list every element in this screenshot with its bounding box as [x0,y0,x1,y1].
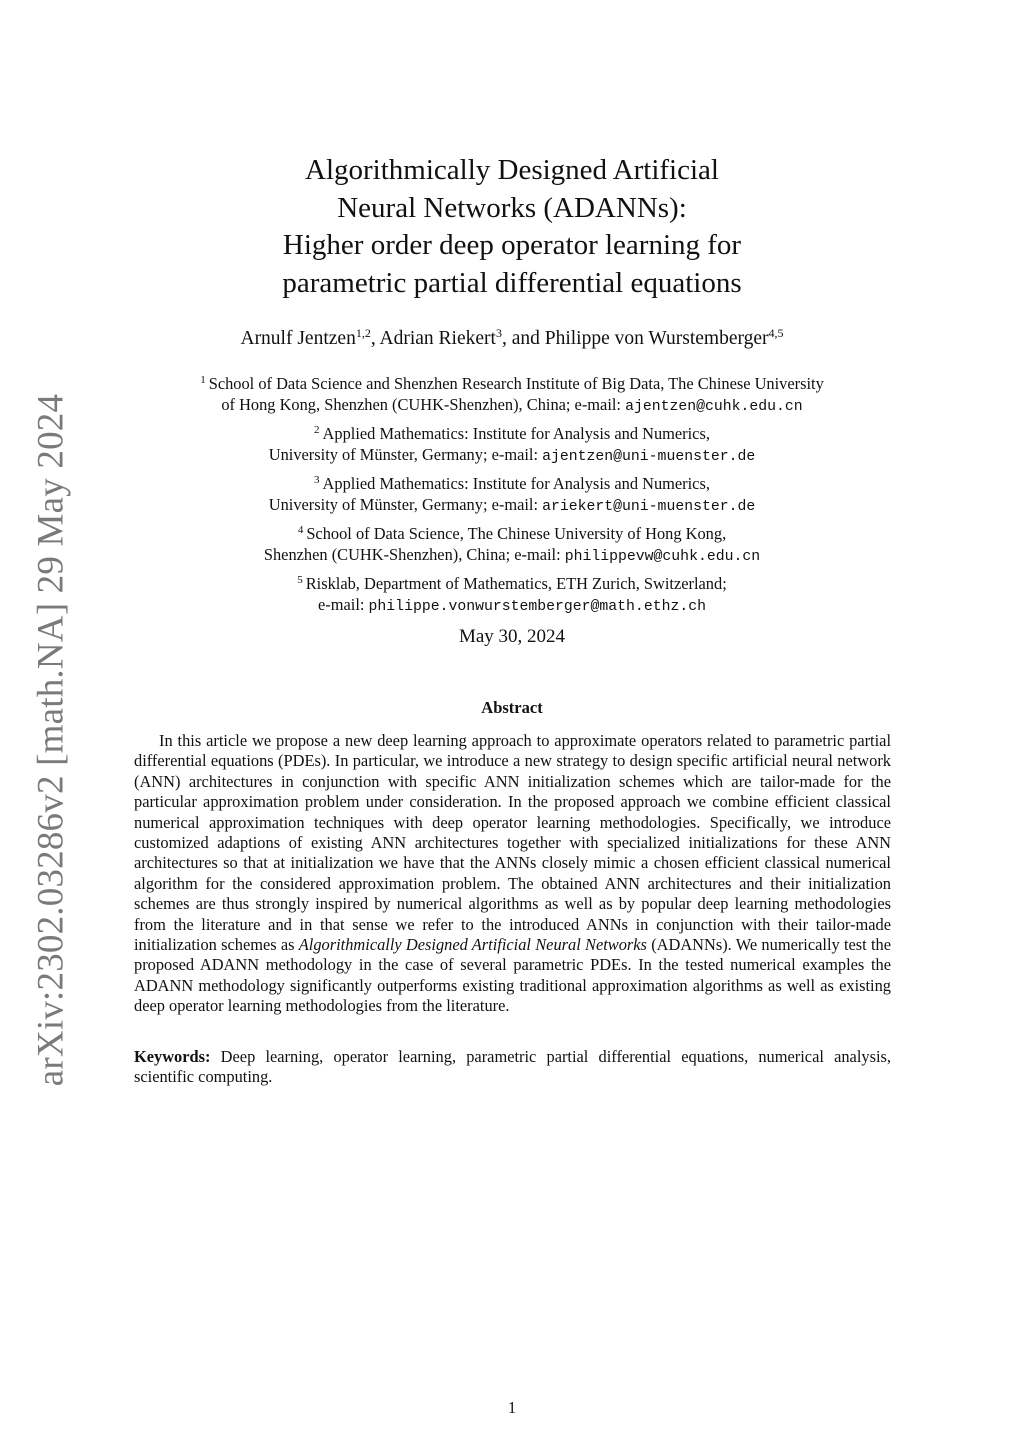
affiliation-line: University of Münster, Germany; e-mail: ariekert@uni-muenster.de [268,494,756,515]
affiliation [112,524,912,567]
author-affiliation-mark: 1,2 [355,326,371,340]
affiliation-line: University of Münster, Germany; e-mail: ajentzen@uni-muenster.de [268,444,756,465]
abstract-heading: Abstract [481,698,543,717]
affiliation-mark: 3 [314,474,320,486]
keywords-label: Keywords: [134,1047,211,1066]
author-separator: , and [501,328,545,349]
affiliation-line: $^3$ Applied Mathematics: Institute for Analysis and Numerics, [314,474,710,493]
keywords [134,1047,891,1088]
email-address[interactable]: ajentzen@cuhk.edu.cn [625,398,803,415]
affiliation [112,424,912,467]
affiliation [112,574,912,617]
affiliation-mark: 2 [314,424,320,436]
arxiv-identifier-stamp: arXiv:2302.03286v2 [math.NA] 29 May 2024 [30,393,72,1087]
author-name: Arnulf Jentzen [240,328,356,349]
affiliation-list [112,374,912,624]
affiliation [112,474,912,517]
abstract-emphasis: Algorithmically Designed Artificial Neural Networks [298,935,647,955]
author-affiliation-mark: 4,5 [768,326,784,340]
affiliation-line: $^1$ School of Data Science and Shenzhen Research Institute of Big Data, The Chinese University [200,374,824,393]
email-address[interactable]: philippevw@cuhk.edu.cn [564,548,761,565]
author-separator: , [370,328,380,349]
page-number: 1 [507,1398,517,1417]
affiliation-line: $^5$ Risklab, Department of Mathematics, ETH Zurich, Switzerland; [297,574,727,593]
title-line: Neural Networks (ADANNs): [337,191,687,224]
keywords-text: Deep learning, operator learning, parametric partial differential equations, numerical analysis, scientific computing. [134,1047,891,1087]
title-line: parametric partial differential equations [282,266,742,299]
email-address[interactable]: ariekert@uni-muenster.de [542,498,756,515]
affiliation-line: Shenzhen (CUHK-Shenzhen), China; e-mail: philippevw@cuhk.edu.cn [263,544,761,565]
affiliation-line: of Hong Kong, Shenzhen (CUHK-Shenzhen), China; e-mail: ajentzen@cuhk.edu.cn [221,394,803,415]
affiliation-line: $^4$ School of Data Science, The Chinese University of Hong Kong, [297,524,727,543]
email-address[interactable]: ajentzen@uni-muenster.de [542,448,756,465]
affiliation-mark: 1 [200,374,206,386]
author-affiliation-mark: 3 [495,326,502,340]
affiliation-mark: 4 [297,524,304,536]
affiliation-line: $^2$ Applied Mathematics: Institute for Analysis and Numerics, [314,424,710,443]
affiliation-line: e-mail: philippe.vonwurstemberger@math.ethz.ch [318,594,706,615]
affiliation-mark: 5 [297,574,303,586]
paper-date: May 30, 2024 [458,626,566,647]
paper-title [212,152,812,302]
affiliation [112,374,912,417]
email-address[interactable]: philippe.vonwurstemberger@math.ethz.ch [368,598,706,615]
title-line: Algorithmically Designed Artificial [305,154,719,186]
author-list [112,326,912,352]
author-name: Adrian Riekert [379,328,496,349]
author-name: Philippe von Wurstemberger [544,328,769,349]
title-line: Higher order deep operator learning for [282,229,742,261]
abstract-text: In this article we propose a new deep learning approach to approximate operators related to parametric partial differential equations (PDEs). In particular, we introduce a new strategy to design specific artificial neural network (ANN) architectures in conjunction with specific ANN initialization schemes which are tailor-made for the particular approximation problem under consideration. In the proposed approach we combine efficient classical numerical approximation techniques with deep operator learning methodologies. Specifically, we introduce customized adaptions of existing ANN architectures together with specialized initializations for these ANN architectures so that at initialization we have that the ANNs closely mimic a chosen efficient classical numerical algorithm for the considered approximation problem. The obtained ANN architectures and their initialization schemes are thus strongly inspired by numerical algorithms as well as by popular deep learning methodologies from the literature and in that sense we refer to the introduced ANNs in conjunction with their tailor-made initialization schemes as Algorithmically Designed Artificial Neural Networks (ADANNs). We numerically test the proposed ADANN methodology in the case of several parametric PDEs. In the tested numerical examples the ADANN methodology significantly outperforms existing traditional approximation algorithms as well as existing deep operator learning methodologies from the literature. [134,731,891,1016]
